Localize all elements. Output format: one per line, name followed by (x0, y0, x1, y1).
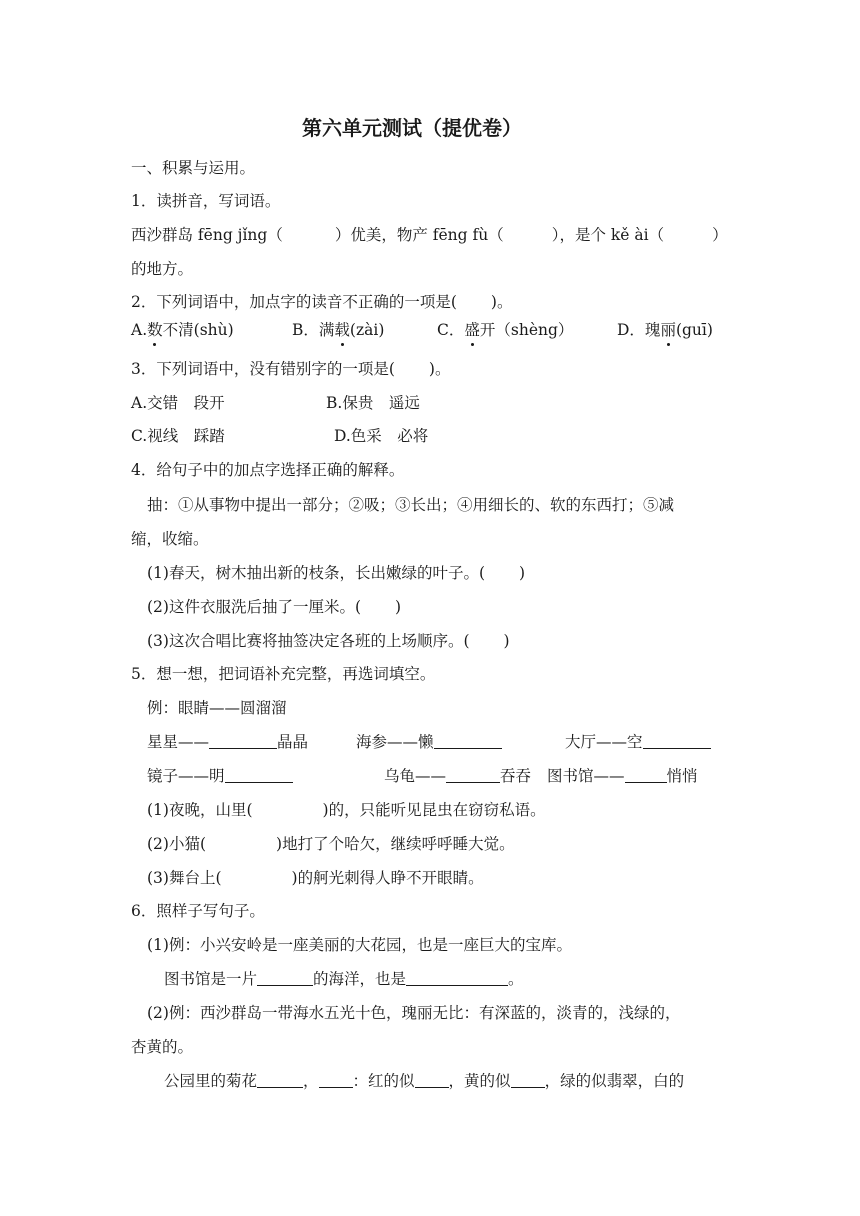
q5-blank-1[interactable] (209, 732, 277, 749)
q1-line1 (131, 225, 728, 245)
q5-example: 例：眼睛——圆溜溜 (147, 699, 287, 717)
q5-sentence-1: (1)夜晚，山里( )的，只能听见昆虫在窃窃私语。 (147, 801, 546, 819)
q6-exercise-1: 图书馆是一片 的海洋，也是 。 (164, 970, 524, 988)
q2-stem (131, 292, 512, 312)
q6-example-2-cont: 杏黄的。 (131, 1038, 194, 1056)
q4-sentence-3: (3)这次合唱比赛将抽签决定各班的上场顺序。( ) (147, 632, 510, 650)
q2-option-a: A.数不清(shù) (131, 321, 234, 339)
q5-blank-4[interactable] (225, 766, 293, 783)
q1-text-a: 西沙群岛 fēng jǐng（ (131, 226, 283, 244)
q2-stem-end: )。 (490, 293, 513, 311)
q5-word-1: 星星—— 晶晶 (147, 733, 309, 751)
q6-exercise-2: 公园里的菊花 ， ：红的似 ，黄的似 ，绿的似翡翠，白的 (164, 1072, 685, 1090)
q3-option-c: C.视线 踩踏 (131, 427, 225, 445)
q1-text-b: ）优美，物产 fēng fù（ (334, 226, 504, 244)
q6-example-2: (2)例：西沙群岛一带海水五光十色，瑰丽无比：有深蓝的，淡青的，浅绿的， (147, 1004, 681, 1022)
q6-blank-4[interactable] (319, 1071, 353, 1088)
q5-word-4: 镜子——明 (147, 766, 293, 786)
q1-text-d: ） (712, 226, 728, 244)
q6-stem: 6．照样子写句子。 (131, 902, 265, 920)
q5-blank-5[interactable] (446, 766, 500, 783)
section-heading: 一、积累与运用。 (131, 159, 256, 177)
q5-blank-2[interactable] (434, 732, 502, 749)
q6-blank-5[interactable] (415, 1071, 449, 1088)
q5-stem: 5．想一想，把词语补充完整，再选词填空。 (131, 665, 436, 683)
q1-stem: 1．读拼音，写词语。 (131, 192, 281, 210)
q5-word-5: 乌龟—— 吞吞 (384, 767, 532, 785)
q3-option-d: D.色采 必将 (334, 427, 429, 445)
q5-word-3: 大厅——空 (565, 732, 711, 752)
q6-blank-6[interactable] (511, 1071, 545, 1088)
dotted-char: 载 (334, 321, 350, 339)
q2-stem-text: 2．下列词语中，加点字的读音不正确的一项是( (131, 293, 457, 311)
q6-example-1: (1)例：小兴安岭是一座美丽的大花园，也是一座巨大的宝库。 (147, 936, 572, 954)
q3-option-b: B.保贵 遥远 (326, 394, 420, 412)
q6-blank-1[interactable] (257, 969, 313, 986)
q5-sentence-3: (3)舞台上( )的舸光刺得人睁不开眼睛。 (147, 869, 484, 887)
q5-blank-6[interactable] (625, 766, 667, 783)
q4-stem: 4．给句子中的加点字选择正确的解释。 (131, 461, 405, 479)
q6-blank-2[interactable] (406, 969, 508, 986)
q5-sentence-2: (2)小猫( )地打了个哈欠，继续呼呼睡大觉。 (147, 835, 515, 853)
q3-stem: 3．下列词语中，没有错别字的一项是( )。 (131, 360, 451, 378)
q5-word-2: 海参——懒 (356, 732, 502, 752)
dotted-char: 数 (147, 321, 163, 339)
q2-option-b: B．满载(zài) (292, 321, 385, 339)
q2-option-c: C．盛开（shèng） (437, 321, 574, 339)
q6-blank-3[interactable] (257, 1071, 303, 1088)
q5-blank-3[interactable] (643, 732, 711, 749)
q1-line2: 的地方。 (131, 260, 194, 278)
q4-sentence-2: (2)这件衣服洗后抽了一厘米。( ) (147, 598, 402, 616)
dotted-char: 盛 (464, 321, 480, 339)
page-title: 第六单元测试（提优卷） (302, 116, 522, 140)
q3-option-a: A.交错 段开 (131, 394, 225, 412)
dotted-char: 丽 (660, 321, 676, 339)
q5-word-6: 图书馆—— 悄悄 (547, 767, 698, 785)
q4-definition-line1: 抽：①从事物中提出一部分；②吸；③长出；④用细长的、软的东西打；⑤减 (147, 496, 675, 514)
q2-option-d: D．瑰丽(guī) (617, 321, 713, 339)
q4-definition-line2: 缩，收缩。 (131, 530, 209, 548)
q4-sentence-1: (1)春天，树木抽出新的枝条，长出嫩绿的叶子。( ) (147, 564, 526, 582)
q1-text-c: ），是个 kě ài（ (551, 226, 665, 244)
